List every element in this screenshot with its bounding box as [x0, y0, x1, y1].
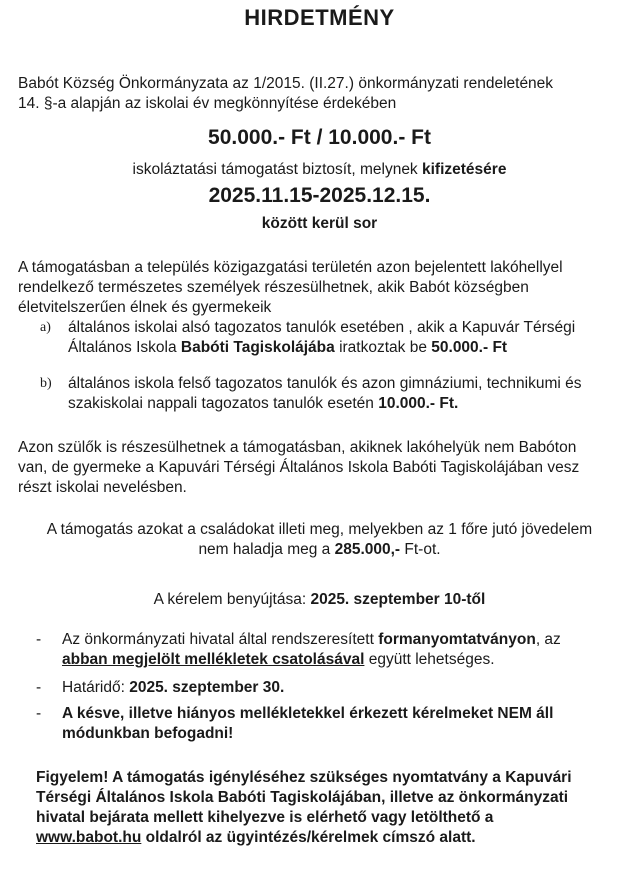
support-subline — [0, 160, 639, 180]
intro-line-1: Babót Község Önkormányzata az 1/2015. (II.27.) önkormányzati rendeletének — [18, 75, 554, 92]
website-link[interactable]: www.babot.hu — [36, 829, 142, 846]
intro-paragraph — [18, 74, 628, 114]
parents-line-1: Azon szülők is részesülhetnek a támogatásban, akiknek lakóhelyük nem Babóton — [18, 439, 577, 456]
dash-marker: - — [36, 679, 42, 696]
list-a-line-1: általános iskolai alsó tagozatos tanulók esetében , akik a Kapuvár Térségi — [68, 319, 576, 336]
payment-period: 2025.11.15-2025.12.15. — [208, 184, 431, 207]
eligibility-line-2: rendelkező természetes személyek részesülhetnek, akik Babót községben — [18, 279, 529, 296]
dash-marker: - — [36, 705, 42, 722]
list-b-line-1: általános iskola felső tagozatos tanulók és azon gimnáziumi, technikumi és — [68, 375, 582, 392]
eligibility-line-1: A támogatásban a település közigazgatási területén azon bejelentett lakóhellyel — [18, 259, 563, 276]
support-amount: 50.000.- Ft / 10.000.- Ft — [208, 126, 431, 149]
page-title: HIRDETMÉNY — [244, 5, 395, 30]
subline-text: iskoláztatási támogatást biztosít, melynek — [132, 161, 422, 178]
income-line-2: nem haladja meg a 285.000,- Ft-ot. — [198, 541, 441, 558]
list-a-line-2: Általános Iskola Babóti Tagiskolájába iratkoztak be 50.000.- Ft — [68, 339, 508, 356]
list-marker-a: a) — [40, 320, 51, 335]
income-line-1: A támogatás azokat a családokat illeti meg, melyekben az 1 főre jutó jövedelem — [46, 521, 593, 538]
eligibility-line-3: életvitelszerűen élnek és gyermekeik — [18, 299, 272, 316]
parents-line-3: részt iskolai nevelésben. — [18, 479, 187, 496]
list-item: Az önkormányzati hivatal által rendszeresített formanyomtatványon, az abban megjelölt mellékletek csatolásával együtt lehetséges. — [62, 631, 561, 668]
list-marker-b: b) — [40, 376, 52, 391]
intro-line-2: 14. §-a alapján az iskolai év megkönnyítése érdekében — [18, 95, 397, 112]
list-item: A késve, illetve hiányos mellékletekkel érkezett kérelmeket NEM áll módunkban befogadni! — [62, 705, 554, 742]
parents-line-2: van, de gyermeke a Kapuvári Térségi Általános Iskola Babóti Tagiskolájában vesz — [18, 459, 580, 476]
income-paragraph — [0, 520, 639, 560]
eligibility-paragraph — [18, 258, 630, 318]
list-item: Határidő: 2025. szeptember 30. — [62, 679, 285, 696]
list-b-line-2: szakiskolai nappali tagozatos tanulók esetén 10.000.- Ft. — [68, 395, 459, 412]
parents-paragraph — [18, 438, 630, 498]
attention-paragraph: Figyelem! A támogatás igényléséhez szükséges nyomtatvány a Kapuvári Térségi Általános Iskola Babóti Tagiskolájában, illetve az önkormányzati hivatal bejárata mellett kihelyezve is elérhető vagy letölthető a www.babot.hu oldalról az ügyintézés/kérelmek címszó alatt. — [36, 769, 572, 846]
subline-bold: kifizetésére — [422, 161, 507, 178]
payment-period-caption: között kerül sor — [261, 215, 378, 232]
dash-marker: - — [36, 631, 42, 648]
request-start: A kérelem benyújtása: 2025. szeptember 10-től — [153, 591, 486, 608]
